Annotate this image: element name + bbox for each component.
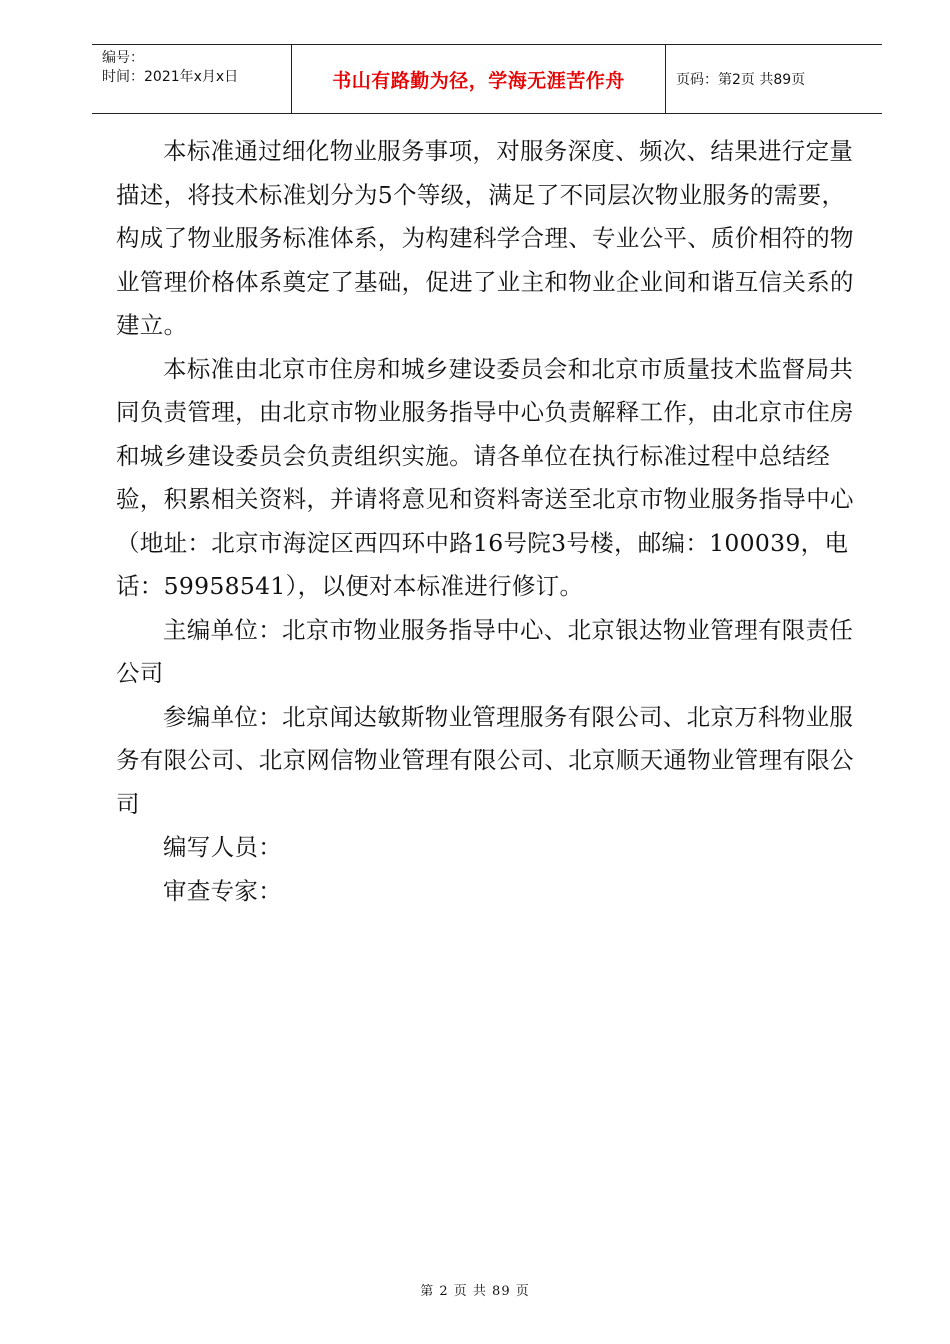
page-footer: 第 2 页 共 89 页 bbox=[420, 1284, 530, 1299]
paragraph-management: 本标准由北京市住房和城乡建设委员会和北京市质量技术监督局共同负责管理，由北京市物业服务指导中心负责解释工作，由北京市住房和城乡建设委员会负责组织实施。请各单位在执行标准过程中总结经验，积累相关资料，并请将意见和资料寄送至北京市物业服务指导中心（地址：北京市海淀区西四环中路16号院3号楼，邮编：100039，电话：59958541），以便对本标准进行修订。 bbox=[116, 354, 854, 600]
paragraph-chief-editor: 主编单位：北京市物业服务指导中心、北京银达物业管理有限责任公司 bbox=[116, 615, 854, 687]
header-motto: 书山有路勤为径，学海无涯苦作舟 bbox=[292, 45, 666, 113]
document-time-label: 时间：2021年x月x日 bbox=[102, 69, 239, 85]
header-page-info: 页码：第2页 共89页 bbox=[676, 72, 806, 88]
paragraph-reviewers: 审查专家： bbox=[163, 876, 282, 905]
page-header bbox=[92, 44, 882, 114]
document-number-label: 编号： bbox=[102, 50, 144, 66]
paragraph-authors: 编写人员： bbox=[163, 833, 282, 861]
document-body bbox=[116, 130, 861, 913]
paragraph-participating-units: 参编单位：北京闻达敏斯物业管理服务有限公司、北京万科物业服务有限公司、北京网信物业管理有限公司、北京顺天通物业管理有限公司 bbox=[116, 702, 854, 818]
header-meta bbox=[92, 45, 292, 113]
paragraph-intro: 本标准通过细化物业服务事项，对服务深度、频次、结果进行定量描述，将技术标准划分为5个等级，满足了不同层次物业服务的需要，构成了物业服务标准体系，为构建科学合理、专业公平、质价相符的物业管理价格体系奠定了基础，促进了业主和物业企业间和谐互信关系的建立。 bbox=[116, 137, 854, 339]
